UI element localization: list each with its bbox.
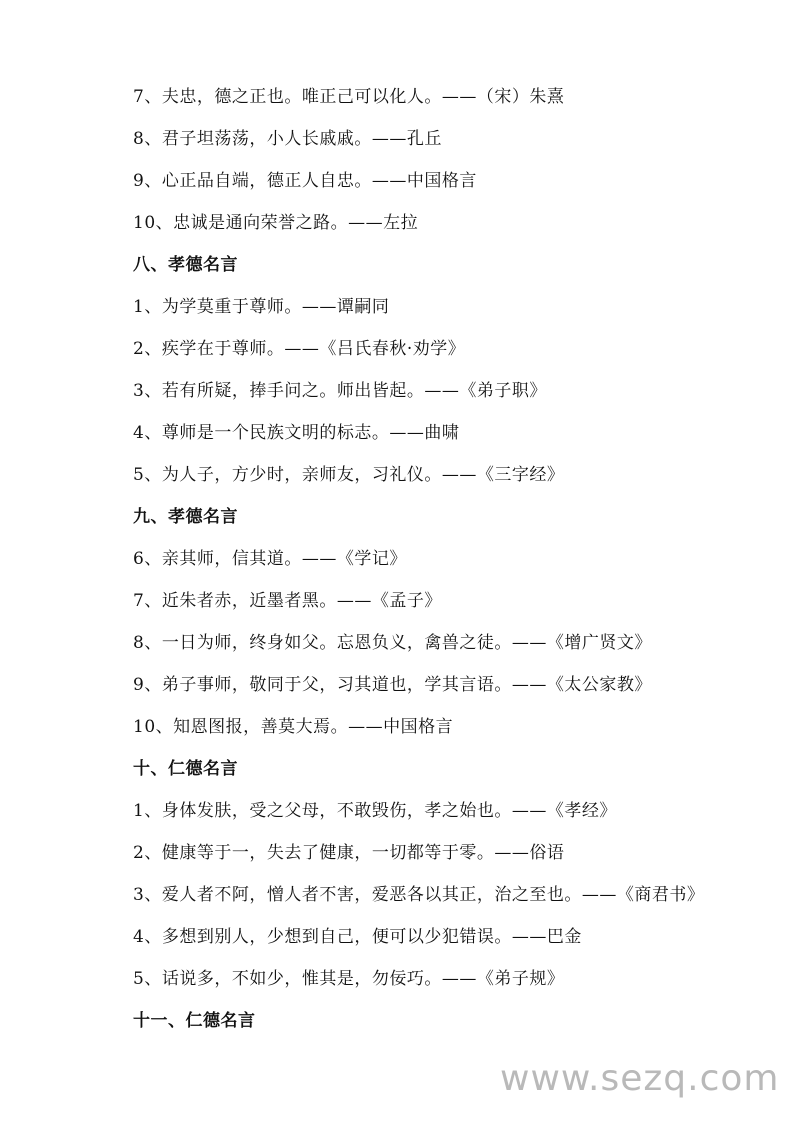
quote-line: 2、疾学在于尊师。——《吕氏春秋·劝学》: [133, 339, 466, 359]
quote-line: 10、忠诚是通向荣誉之路。——左拉: [133, 213, 419, 233]
section-heading: 十一、仁德名言: [133, 1011, 256, 1031]
site-watermark: www.sezq.com: [500, 1058, 780, 1099]
quote-line: 7、夫忠，德之正也。唯正己可以化人。——（宋）朱熹: [133, 87, 565, 107]
quote-line: 4、尊师是一个民族文明的标志。——曲啸: [133, 423, 460, 443]
quote-line: 5、话说多，不如少，惟其是，勿佞巧。——《弟子规》: [133, 969, 565, 989]
quote-line: 8、一日为师，终身如父。忘恩负义，禽兽之徒。——《增广贤文》: [133, 633, 652, 653]
quote-line: 9、弟子事师，敬同于父，习其道也，学其言语。——《太公家教》: [133, 675, 652, 695]
quote-line: 2、健康等于一，失去了健康，一切都等于零。——俗语: [133, 843, 565, 863]
section-heading: 十、仁德名言: [133, 759, 238, 779]
section-heading: 八、孝德名言: [133, 255, 238, 275]
quote-line: 1、为学莫重于尊师。——谭嗣同: [133, 297, 390, 317]
quote-line: 8、君子坦荡荡，小人长戚戚。——孔丘: [133, 129, 442, 149]
section-heading: 九、孝德名言: [133, 507, 238, 527]
quote-line: 1、身体发肤，受之父母，不敢毁伤，孝之始也。——《孝经》: [133, 801, 617, 821]
quote-line: 9、心正品自端，德正人自忠。——中国格言: [133, 171, 477, 191]
quote-line: 3、爱人者不阿，憎人者不害，爱恶各以其正，治之至也。——《商君书》: [133, 885, 705, 905]
quote-line: 5、为人子，方少时，亲师友，习礼仪。——《三字经》: [133, 465, 565, 485]
quote-line: 7、近朱者赤，近墨者黑。——《孟子》: [133, 591, 442, 611]
quote-line: 6、亲其师，信其道。——《学记》: [133, 549, 407, 569]
quote-line: 3、若有所疑，捧手问之。师出皆起。——《弟子职》: [133, 381, 547, 401]
quote-line: 10、知恩图报，善莫大焉。——中国格言: [133, 717, 454, 737]
quote-line: 4、多想到别人，少想到自己，便可以少犯错误。——巴金: [133, 927, 582, 947]
